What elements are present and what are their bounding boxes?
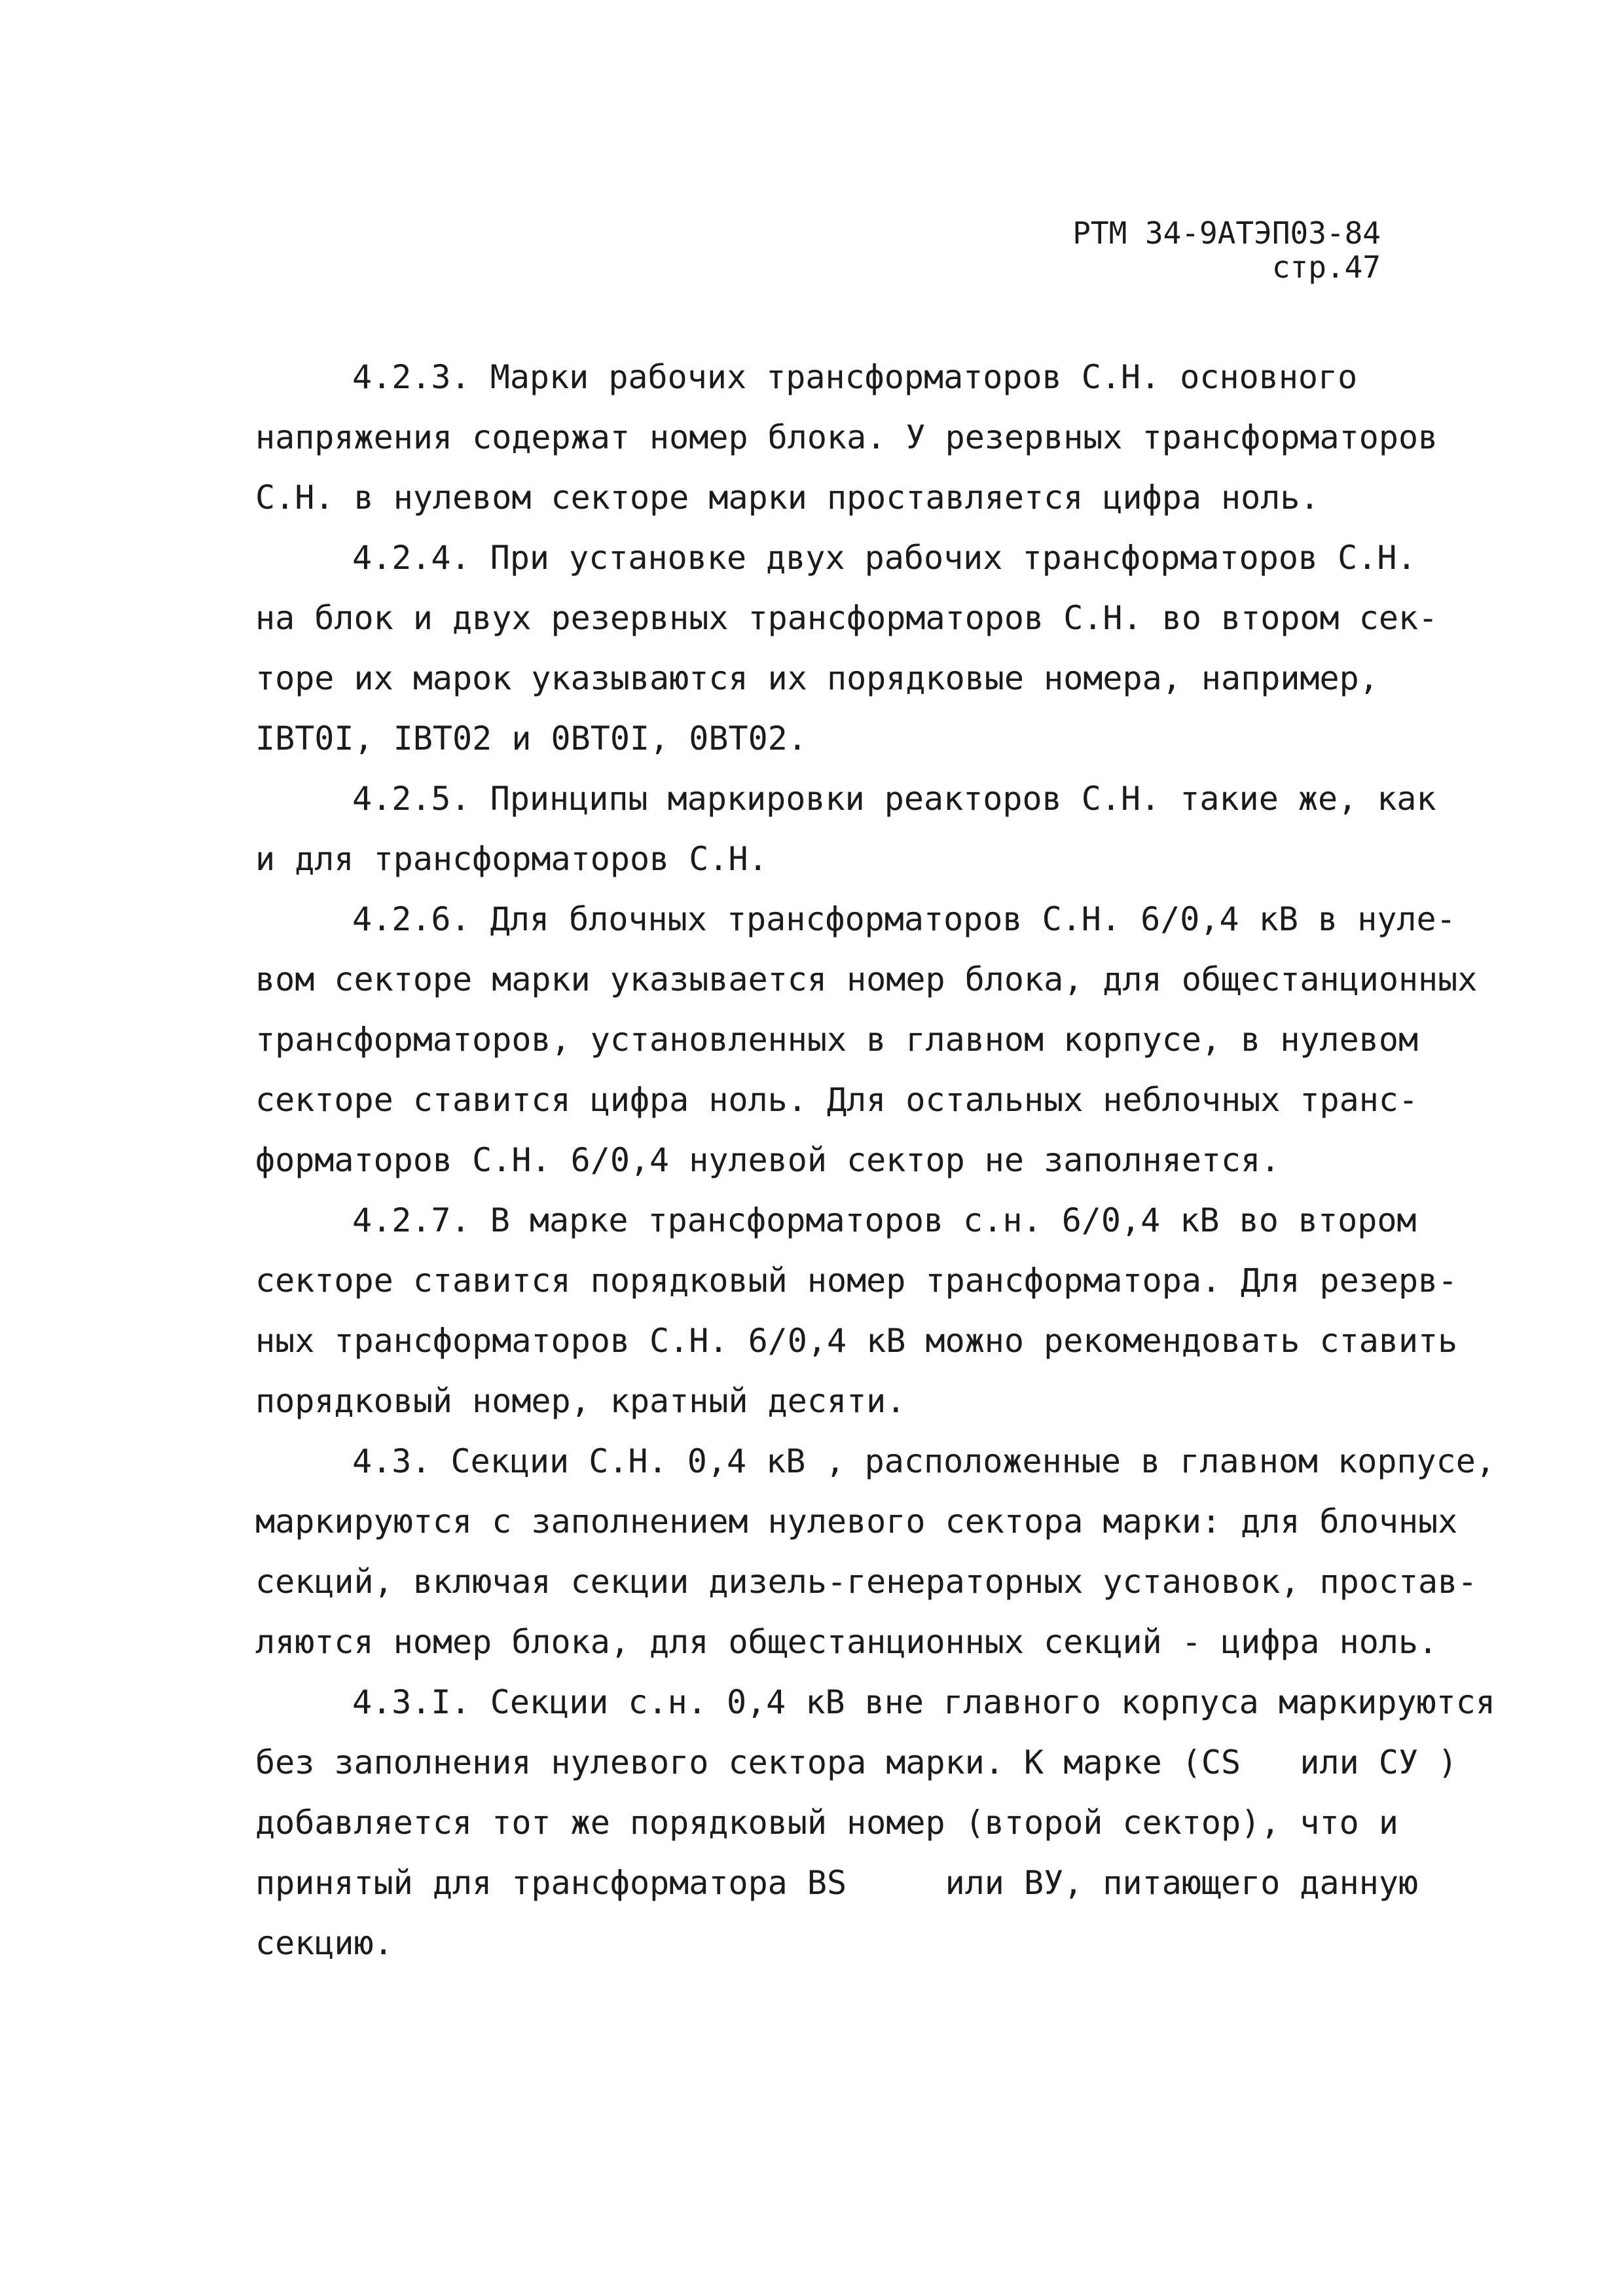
text-line: принятый для трансформатора BS или BУ, питающего данную <box>255 1864 1419 1902</box>
text-line: без заполнения нулевого сектора марки. К марке (CS или CУ ) <box>255 1743 1458 1781</box>
text-line: 4.3.I. Секции с.н. 0,4 кВ вне главного корпуса маркируются <box>352 1683 1495 1721</box>
text-line: С.Н. в нулевом секторе марки проставляется цифра ноль. <box>255 479 1320 517</box>
text-line: форматоров С.Н. 6/0,4 нулевой сектор не заполняется. <box>255 1141 1281 1179</box>
document-code: РТМ 34-9АТЭП03-84 <box>1072 215 1381 251</box>
document-body <box>255 347 1495 1973</box>
text-line: 4.3. Секции С.Н. 0,4 кВ , расположенные в главном корпусе, <box>352 1442 1495 1480</box>
text-line: вом секторе марки указывается номер блока, для общестанционных <box>255 960 1478 998</box>
page-header <box>1072 216 1381 284</box>
text-line: добавляется тот же порядковый номер (второй сектор), что и <box>255 1804 1398 1842</box>
text-line: 4.2.6. Для блочных трансформаторов С.Н. 6/0,4 кВ в нуле- <box>352 900 1456 938</box>
text-line: ляются номер блока, для общестанционных секций - цифра ноль. <box>255 1623 1438 1661</box>
text-line: IВТ0I, IВТ02 и 0ВТ0I, 0ВТ02. <box>255 720 807 757</box>
text-line: секторе ставится цифра ноль. Для остальных неблочных транс- <box>255 1081 1419 1119</box>
text-line: напряжения содержат номер блока. У резервных трансформаторов <box>255 418 1438 456</box>
text-line: 4.2.7. В марке трансформаторов с.н. 6/0,4 кВ во втором <box>352 1201 1417 1239</box>
text-line: секторе ставится порядковый номер трансформатора. Для резерв- <box>255 1262 1458 1300</box>
page-number: стр.47 <box>1271 249 1381 285</box>
text-line: порядковый номер, кратный десяти. <box>255 1382 906 1420</box>
text-line: 4.2.5. Принципы маркировки реакторов С.Н. такие же, как <box>352 780 1436 818</box>
text-line: и для трансформаторов С.Н. <box>255 840 768 878</box>
text-line: маркируются с заполнением нулевого сектора марки: для блочных <box>255 1503 1458 1540</box>
text-line: секций, включая секции дизель-генераторных установок, простав- <box>255 1563 1478 1601</box>
text-line: трансформаторов, установленных в главном корпусе, в нулевом <box>255 1021 1419 1059</box>
text-line: 4.2.4. При установке двух рабочих трансформаторов С.Н. <box>352 539 1417 577</box>
text-line: торе их марок указываются их порядковые номера, например, <box>255 659 1379 697</box>
text-line: ных трансформаторов С.Н. 6/0,4 кВ можно рекомендовать ставить <box>255 1322 1458 1360</box>
text-line: секцию. <box>255 1924 393 1962</box>
text-line: на блок и двух резервных трансформаторов С.Н. во втором сек- <box>255 599 1438 637</box>
text-line: 4.2.3. Марки рабочих трансформаторов С.Н. основного <box>352 358 1358 396</box>
